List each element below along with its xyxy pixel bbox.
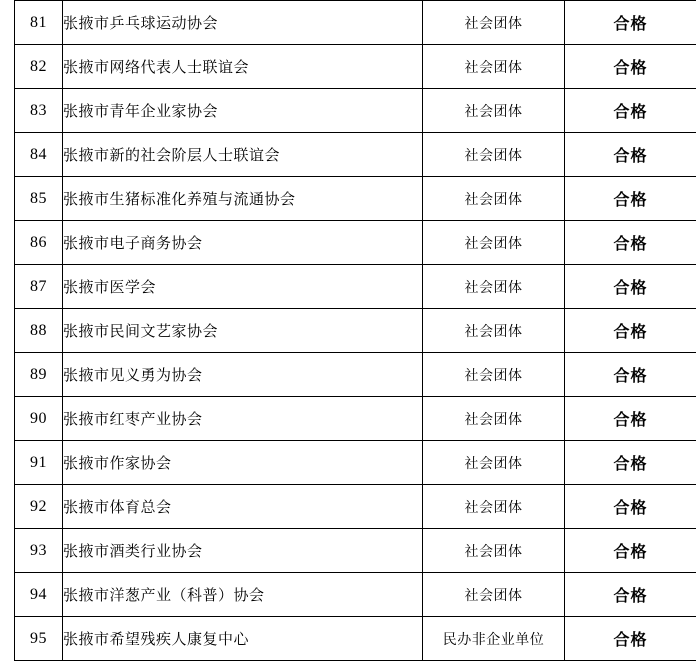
organization-name: 张掖市电子商务协会: [63, 221, 423, 265]
inspection-result: 合格: [565, 265, 696, 309]
table-row: [15, 441, 696, 485]
row-index: 85: [15, 177, 63, 221]
row-index: 93: [15, 529, 63, 573]
row-index: 82: [15, 45, 63, 89]
row-index: 83: [15, 89, 63, 133]
organization-type: 社会团体: [423, 89, 565, 133]
row-index: 95: [15, 617, 63, 661]
table-row: [15, 573, 696, 617]
table-row: [15, 309, 696, 353]
row-index: 92: [15, 485, 63, 529]
inspection-result: 合格: [565, 221, 696, 265]
organization-type: 社会团体: [423, 45, 565, 89]
table-row: [15, 45, 696, 89]
inspection-result: 合格: [565, 573, 696, 617]
row-index: 88: [15, 309, 63, 353]
row-index: 94: [15, 573, 63, 617]
inspection-result: 合格: [565, 309, 696, 353]
row-index: 84: [15, 133, 63, 177]
organization-type: 社会团体: [423, 309, 565, 353]
row-index: 89: [15, 353, 63, 397]
organization-name: 张掖市洋葱产业（科普）协会: [63, 573, 423, 617]
organization-name: 张掖市作家协会: [63, 441, 423, 485]
row-index: 91: [15, 441, 63, 485]
inspection-result: 合格: [565, 1, 696, 45]
organization-type: 社会团体: [423, 177, 565, 221]
organization-type: 民办非企业单位: [423, 617, 565, 661]
organization-type: 社会团体: [423, 353, 565, 397]
organization-name: 张掖市网络代表人士联谊会: [63, 45, 423, 89]
organization-type: 社会团体: [423, 221, 565, 265]
table-row: [15, 397, 696, 441]
organization-name: 张掖市乒乓球运动协会: [63, 1, 423, 45]
table-row: [15, 265, 696, 309]
table-row: [15, 529, 696, 573]
organization-type: 社会团体: [423, 397, 565, 441]
table-body: [15, 1, 696, 661]
organization-name: 张掖市希望残疾人康复中心: [63, 617, 423, 661]
table-row: [15, 221, 696, 265]
inspection-result: 合格: [565, 617, 696, 661]
organization-type: 社会团体: [423, 265, 565, 309]
table-row: [15, 177, 696, 221]
row-index: 90: [15, 397, 63, 441]
inspection-result: 合格: [565, 529, 696, 573]
table-row: [15, 353, 696, 397]
table-row: [15, 485, 696, 529]
inspection-result: 合格: [565, 45, 696, 89]
inspection-result: 合格: [565, 133, 696, 177]
organization-name: 张掖市青年企业家协会: [63, 89, 423, 133]
organization-type: 社会团体: [423, 485, 565, 529]
organization-type: 社会团体: [423, 441, 565, 485]
table-row: [15, 617, 696, 661]
row-index: 86: [15, 221, 63, 265]
organization-type: 社会团体: [423, 573, 565, 617]
organization-type: 社会团体: [423, 133, 565, 177]
inspection-result: 合格: [565, 485, 696, 529]
table-row: [15, 133, 696, 177]
inspection-result: 合格: [565, 397, 696, 441]
registry-table: [14, 0, 696, 661]
organization-type: 社会团体: [423, 1, 565, 45]
organization-name: 张掖市新的社会阶层人士联谊会: [63, 133, 423, 177]
row-index: 87: [15, 265, 63, 309]
inspection-result: 合格: [565, 353, 696, 397]
row-index: 81: [15, 1, 63, 45]
organization-name: 张掖市医学会: [63, 265, 423, 309]
table-row: [15, 1, 696, 45]
organization-name: 张掖市生猪标准化养殖与流通协会: [63, 177, 423, 221]
inspection-result: 合格: [565, 441, 696, 485]
table-row: [15, 89, 696, 133]
organization-name: 张掖市民间文艺家协会: [63, 309, 423, 353]
organization-type: 社会团体: [423, 529, 565, 573]
inspection-result: 合格: [565, 89, 696, 133]
inspection-result: 合格: [565, 177, 696, 221]
organization-name: 张掖市见义勇为协会: [63, 353, 423, 397]
organization-name: 张掖市红枣产业协会: [63, 397, 423, 441]
organization-name: 张掖市酒类行业协会: [63, 529, 423, 573]
organization-name: 张掖市体育总会: [63, 485, 423, 529]
